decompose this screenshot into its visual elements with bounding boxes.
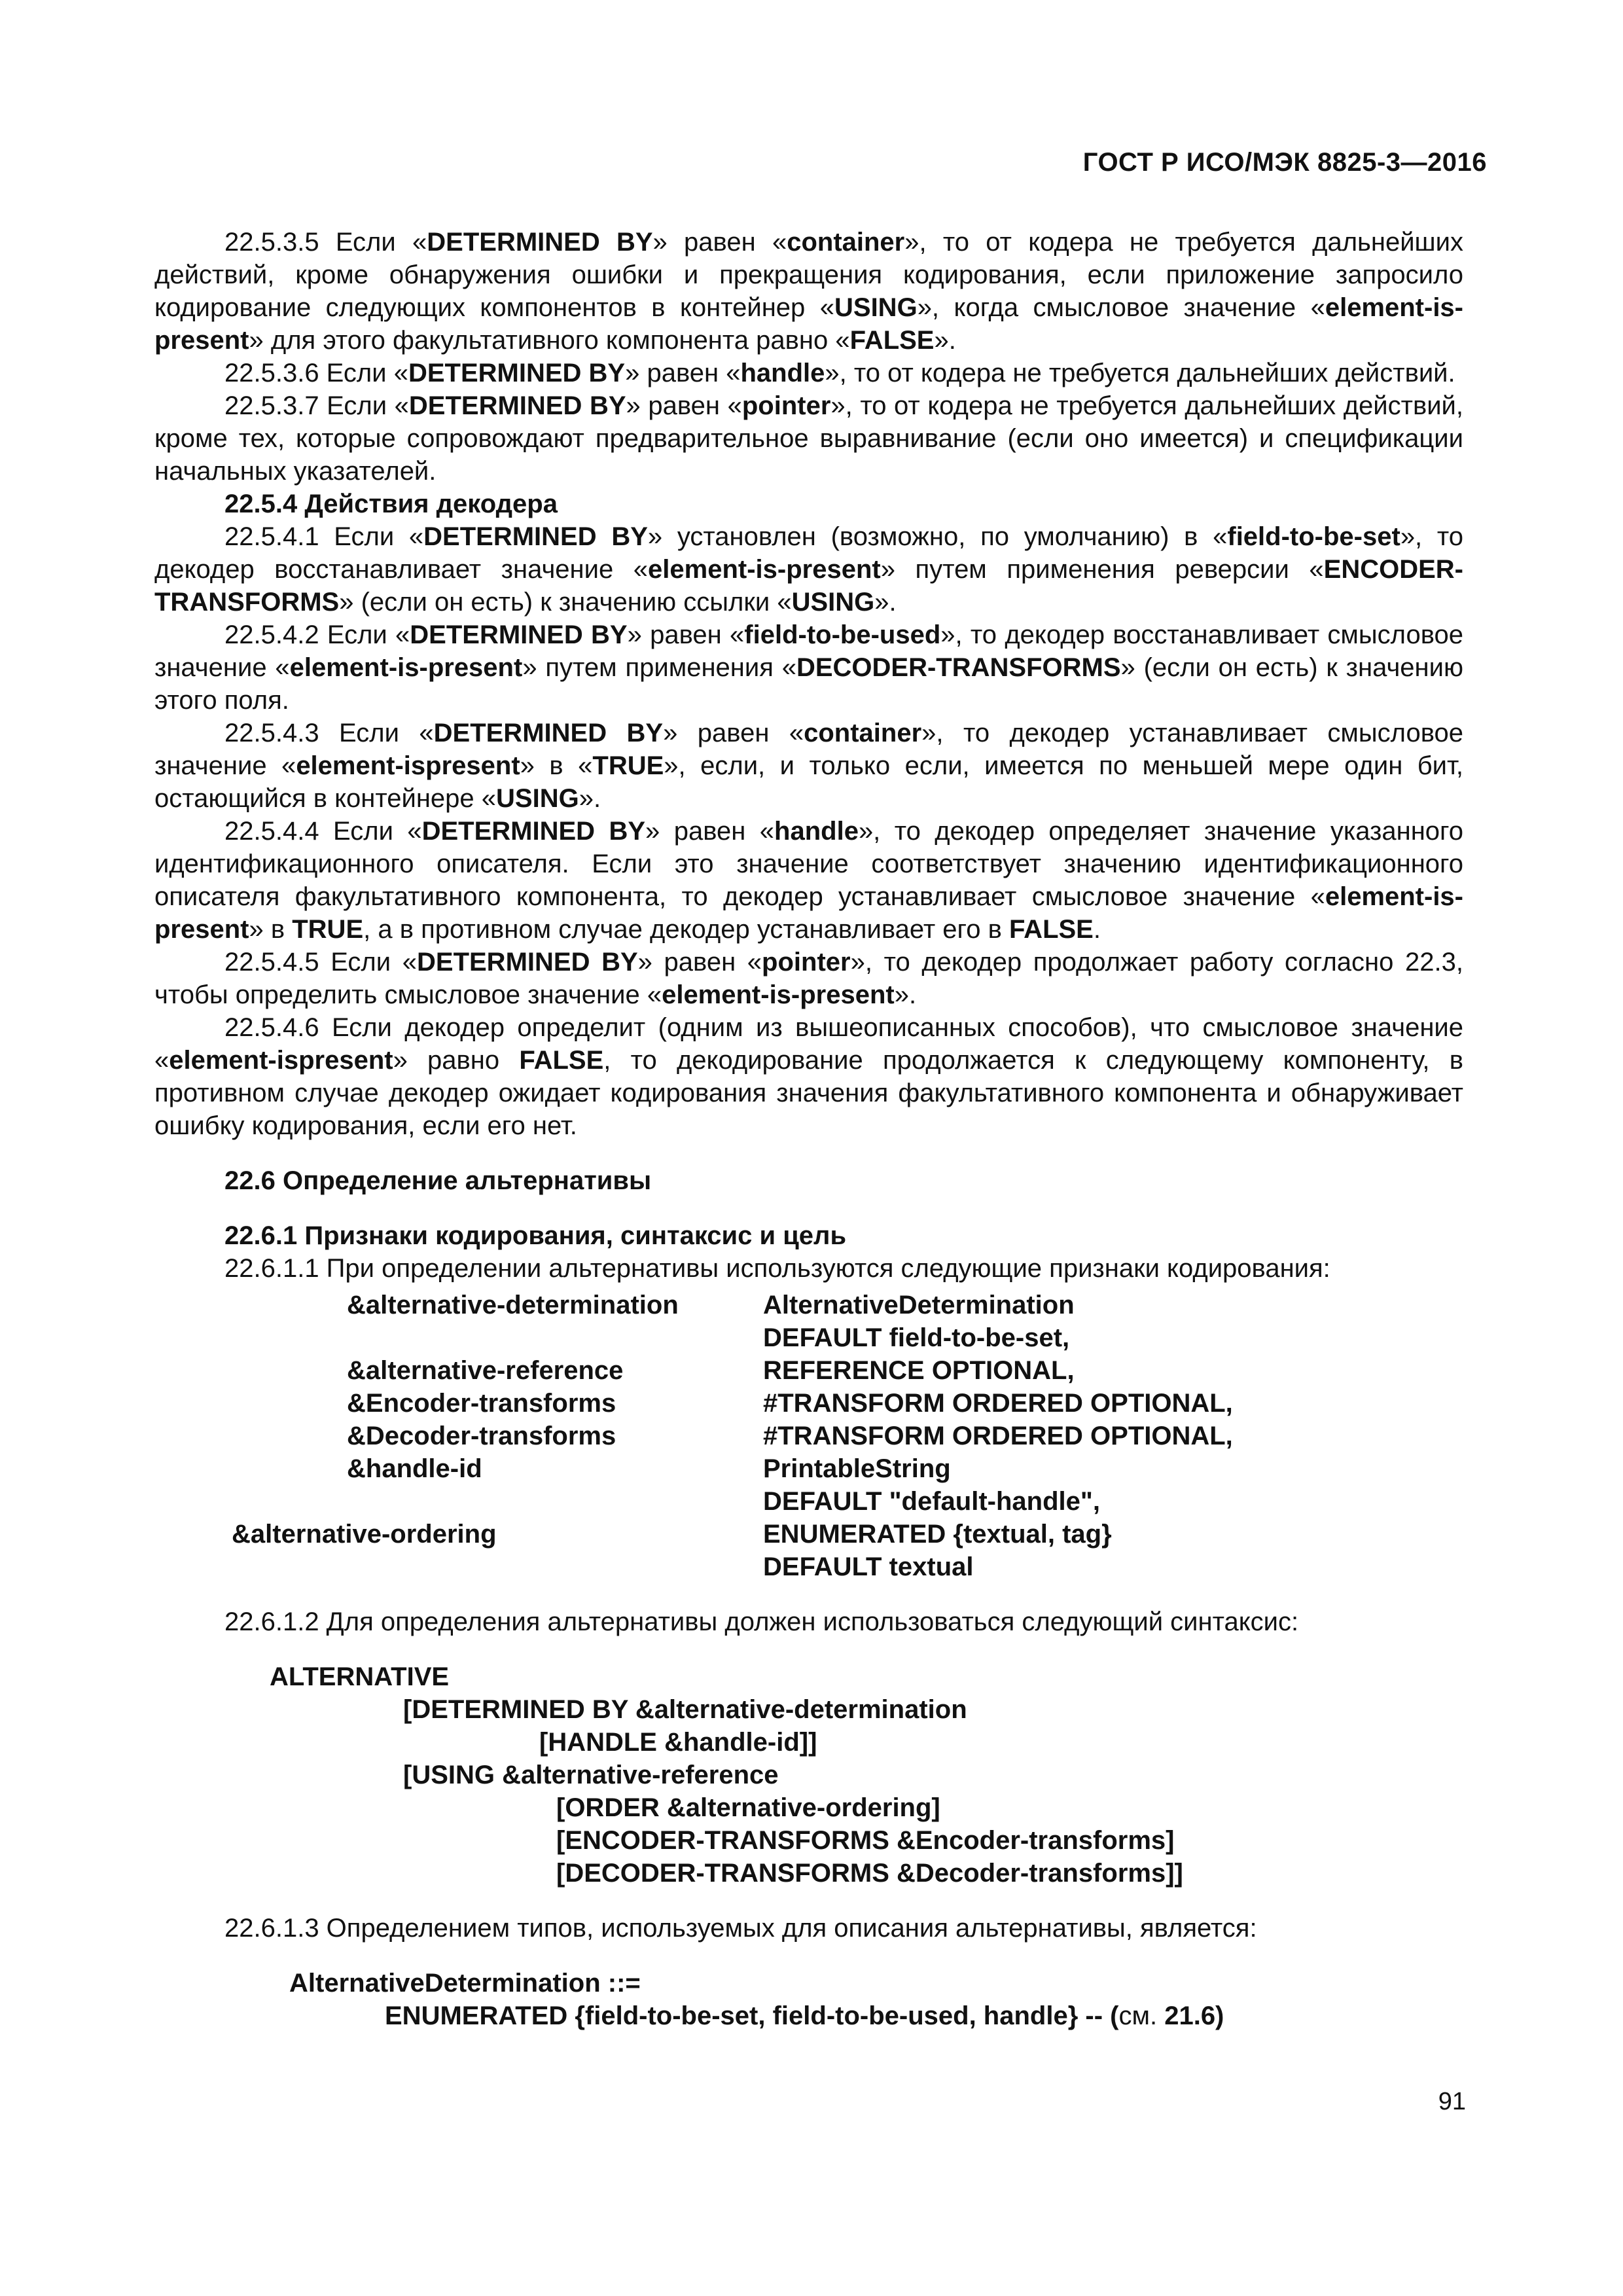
type-definition-block (154, 1967, 1463, 2032)
encoding-attributes-table (154, 1289, 1463, 1583)
attr-row (154, 1289, 1463, 1321)
paragraph-22537: 22.5.3.7 Если «DETERMINED BY» равен «pointer», то от кодера не требуется дальнейших действий, кроме тех, которые сопровождают предварительное выравнивание (если оно имеется) и спецификации начальных указателей. (154, 391, 1463, 486)
paragraph-22536: 22.5.3.6 Если «DETERMINED BY» равен «handle», то от кодера не требуется дальнейших действий. (224, 359, 1455, 387)
syntax-line: ALTERNATIVE (270, 1662, 450, 1691)
heading-2254: 22.5.4 Действия декодера (224, 490, 558, 518)
attr-row (154, 1518, 1463, 1551)
attr-value: #TRANSFORM ORDERED OPTIONAL, (763, 1389, 1233, 1418)
heading-226: 22.6 Определение альтернативы (224, 1166, 652, 1195)
document-body (154, 226, 1463, 2032)
attr-name: &Encoder-transforms (347, 1389, 616, 1418)
attr-row (154, 1485, 1463, 1518)
syntax-line: [DECODER-TRANSFORMS &Decoder-transforms]] (556, 1859, 1183, 1888)
paragraph-22535: 22.5.3.5 Если «DETERMINED BY» равен «container», то от кодера не требуется дальнейших действий, кроме обнаружения ошибки и прекращения кодирования, если приложение запросило кодирование следующих компонентов в контейнер «USING», когда смысловое значение «element-is-present» для этого факультативного компонента равно «FALSE». (154, 228, 1463, 355)
paragraph-22611: 22.6.1.1 При определении альтернативы используются следующие признаки кодирования: (224, 1254, 1330, 1283)
paragraph-22545: 22.5.4.5 Если «DETERMINED BY» равен «pointer», то декодер продолжает работу согласно 22.3, чтобы определить смысловое значение «element-is-present». (154, 948, 1463, 1009)
attr-value: DEFAULT textual (763, 1552, 974, 1581)
paragraph-22544: 22.5.4.4 Если «DETERMINED BY» равен «handle», то декодер определяет значение указанного идентификационного описателя. Если это значение соответствует значению идентификационного описателя факультативного компонента, то декодер устанавливает смысловое значение «element-is-present» в TRUE, а в противном случае декодер устанавливает его в FALSE. (154, 817, 1463, 944)
attr-value: #TRANSFORM ORDERED OPTIONAL, (763, 1422, 1233, 1450)
heading-2261: 22.6.1 Признаки кодирования, синтаксис и цель (224, 1221, 847, 1250)
attr-value: PrintableString (763, 1454, 951, 1483)
attr-value: DEFAULT field-to-be-set, (763, 1323, 1070, 1352)
attr-value: REFERENCE OPTIONAL, (763, 1356, 1075, 1385)
paragraph-22613: 22.6.1.3 Определением типов, используемых для описания альтернативы, является: (224, 1914, 1257, 1943)
attr-row (154, 1420, 1463, 1452)
attr-name: &alternative-reference (347, 1356, 624, 1385)
paragraph-22541: 22.5.4.1 Если «DETERMINED BY» установлен (возможно, по умолчанию) в «field-to-be-set», то декодер восстанавливает значение «element-is-present» путем применения реверсии «ENCODER-TRANSFORMS» (если он есть) к значению ссылки «USING». (154, 522, 1464, 617)
syntax-line: [DETERMINED BY &alternative-determination (403, 1695, 967, 1724)
attr-row (154, 1551, 1463, 1583)
syntax-line: [USING &alternative-reference (403, 1761, 779, 1789)
attr-row (154, 1452, 1463, 1485)
syntax-line: [HANDLE &handle-id]] (539, 1728, 817, 1757)
page-number: 91 (1438, 2088, 1466, 2115)
attr-row (154, 1354, 1463, 1387)
document-header: ГОСТ Р ИСО/МЭК 8825-3—2016 (1082, 148, 1487, 177)
attr-value: AlternativeDetermination (763, 1291, 1075, 1319)
syntax-line: [ORDER &alternative-ordering] (556, 1793, 940, 1822)
attr-name: &handle-id (347, 1454, 482, 1483)
definition-line: ENUMERATED {field-to-be-set, field-to-be-used, handle} -- (см. 21.6) (385, 2001, 1224, 2030)
attr-row (154, 1321, 1463, 1354)
paragraph-22543: 22.5.4.3 Если «DETERMINED BY» равен «container», то декодер устанавливает смысловое значение «element-ispresent» в «TRUE», если, и только если, имеется по меньшей мере один бит, остающийся в контейнере «USING». (154, 719, 1464, 813)
alternative-syntax-block (154, 1660, 1463, 1890)
definition-line: AlternativeDetermination ::= (289, 1969, 641, 1998)
attr-value: DEFAULT "default-handle", (763, 1487, 1100, 1516)
paragraph-22542: 22.5.4.2 Если «DETERMINED BY» равен «field-to-be-used», то декодер восстанавливает смысловое значение «element-is-present» путем применения «DECODER-TRANSFORMS» (если он есть) к значению этого поля. (154, 620, 1463, 715)
syntax-line: [ENCODER-TRANSFORMS &Encoder-transforms] (556, 1826, 1175, 1855)
attr-name: &alternative-ordering (232, 1520, 497, 1549)
attr-value: ENUMERATED {textual, tag} (763, 1520, 1112, 1549)
attr-name: &alternative-determination (347, 1291, 679, 1319)
paragraph-22612: 22.6.1.2 Для определения альтернативы должен использоваться следующий синтаксис: (224, 1607, 1299, 1636)
attr-row (154, 1387, 1463, 1420)
paragraph-22546: 22.5.4.6 Если декодер определит (одним из вышеописанных способов), что смысловое значение «element-ispresent» равно FALSE, то декодирование продолжается к следующему компоненту, в противном случае декодер ожидает кодирования значения факультативного компонента и обнаруживает ошибку кодирования, если его нет. (154, 1013, 1463, 1140)
attr-name: &Decoder-transforms (347, 1422, 616, 1450)
